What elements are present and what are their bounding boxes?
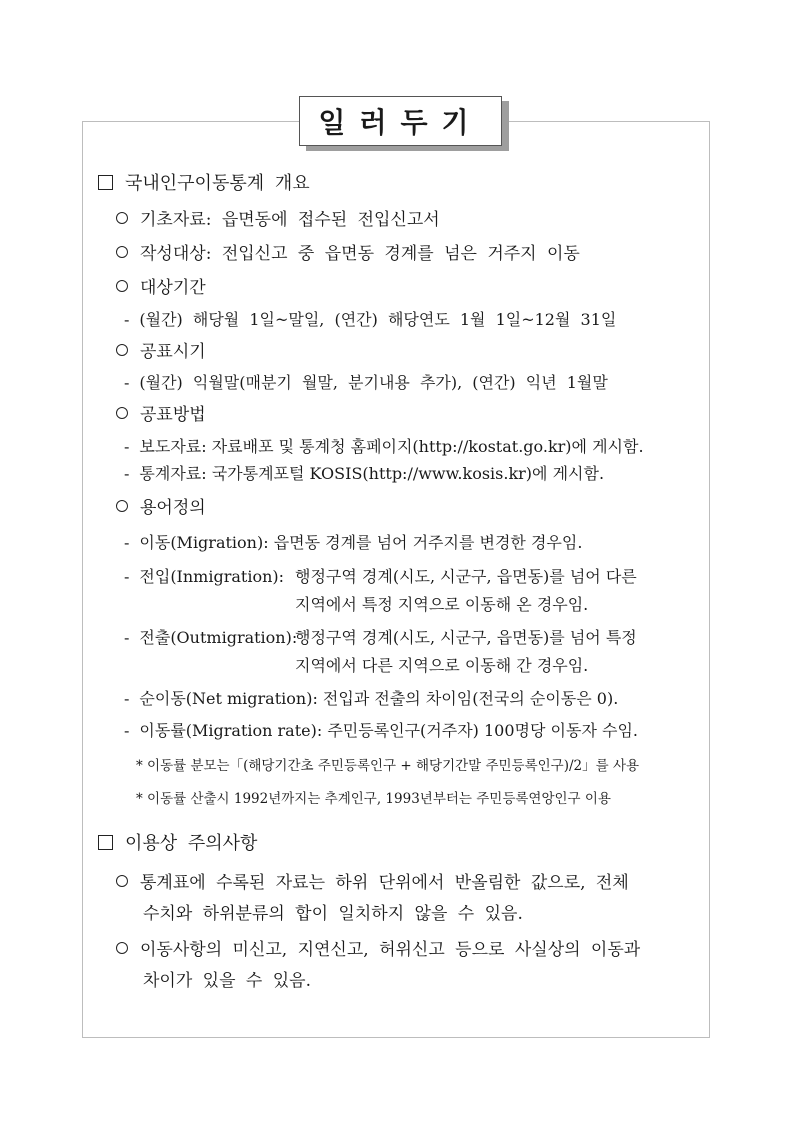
- method-press: - 보도자료: 자료배포 및 통계청 홈페이지(http://kostat.go.kr)에 게시함.: [124, 437, 644, 456]
- circle-bullet-icon: [116, 344, 128, 356]
- item-period: 대상기간: [116, 277, 206, 299]
- circle-bullet-icon: [116, 875, 128, 887]
- section-heading-overview: 국내인구이동통계 개요: [98, 173, 310, 195]
- circle-bullet-icon: [116, 212, 128, 224]
- item-release: 공표시기: [116, 341, 206, 363]
- circle-bullet-icon: [116, 280, 128, 292]
- term-inmigration-def-2: 지역에서 특정 지역으로 이동해 온 경우임.: [295, 595, 589, 614]
- caution-item-1-cont: 수치와 하위분류의 합이 일치하지 않을 수 있음.: [143, 904, 523, 924]
- circle-bullet-icon: [116, 500, 128, 512]
- term-inmigration: - 전입(Inmigration):: [124, 567, 285, 586]
- term-inmigration-def-1: 행정구역 경계(시도, 시군구, 읍면동)를 넘어 다른: [295, 567, 637, 586]
- circle-bullet-icon: [116, 942, 128, 954]
- method-kosis: - 통계자료: 국가통계포털 KOSIS(http://www.kosis.kr)에 게시함.: [124, 464, 605, 483]
- term-migration: - 이동(Migration): 읍면동 경계를 넘어 거주지를 변경한 경우임.: [124, 533, 583, 552]
- caution-item-1: 통계표에 수록된 자료는 하위 단위에서 반올림한 값으로, 전체: [116, 872, 629, 894]
- checkbox-square-icon: [98, 835, 113, 850]
- page-title: 일러두기: [299, 96, 502, 146]
- term-migration-rate: - 이동률(Migration rate): 주민등록인구(거주자) 100명당 이동자 수임.: [124, 721, 638, 740]
- period-detail: - (월간) 해당월 1일~말일, (연간) 해당연도 1월 1일~12월 31일: [124, 310, 617, 329]
- item-terms: 용어정의: [116, 497, 206, 519]
- item-target: 작성대상: 전입신고 중 읍면동 경계를 넘은 거주지 이동: [116, 243, 580, 265]
- circle-bullet-icon: [116, 246, 128, 258]
- term-net-migration: - 순이동(Net migration): 전입과 전출의 차이임(전국의 순이동은 0).: [124, 689, 619, 708]
- note-population-basis: * 이동률 산출시 1992년까지는 추계인구, 1993년부터는 주민등록연앙인구 이용: [136, 791, 611, 807]
- note-denominator: * 이동률 분모는「(해당기간초 주민등록인구 + 해당기간말 주민등록인구)/2」를 사용: [136, 758, 640, 774]
- term-outmigration-def-2: 지역에서 다른 지역으로 이동해 간 경우임.: [295, 656, 589, 675]
- circle-bullet-icon: [116, 407, 128, 419]
- checkbox-square-icon: [98, 175, 113, 190]
- term-outmigration-def-1: 행정구역 경계(시도, 시군구, 읍면동)를 넘어 특정: [295, 628, 637, 647]
- item-method: 공표방법: [116, 404, 206, 426]
- term-outmigration: - 전출(Outmigration):: [124, 628, 298, 647]
- caution-item-2: 이동사항의 미신고, 지연신고, 허위신고 등으로 사실상의 이동과: [116, 939, 640, 961]
- item-basic-data: 기초자료: 읍면동에 접수된 전입신고서: [116, 209, 440, 231]
- section-heading-cautions: 이용상 주의사항: [98, 833, 257, 855]
- caution-item-2-cont: 차이가 있을 수 있음.: [143, 971, 311, 991]
- release-detail: - (월간) 익월말(매분기 월말, 분기내용 추가), (연간) 익년 1월말: [124, 373, 608, 392]
